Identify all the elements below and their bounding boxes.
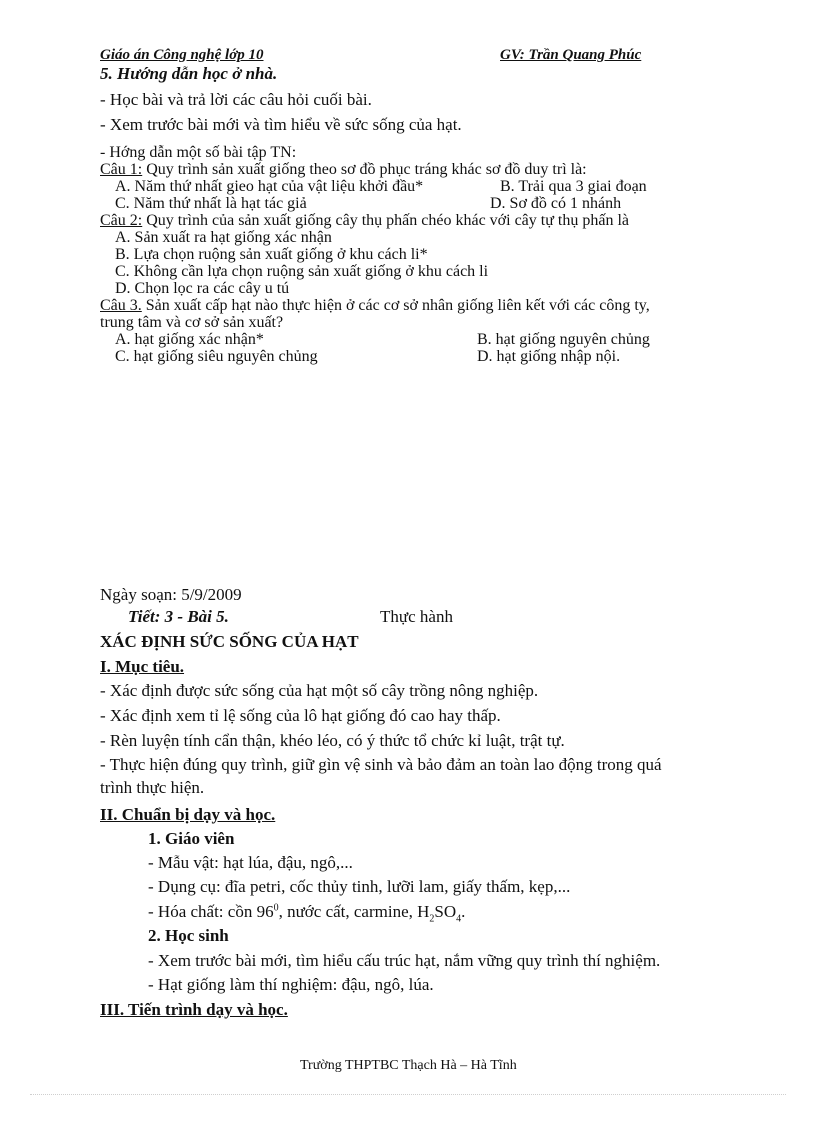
student-item: - Hạt giống làm thí nghiệm: đậu, ngô, lúa. bbox=[148, 975, 434, 994]
question-1-label: Câu 1: bbox=[100, 161, 143, 178]
goal-item: - Rèn luyện tính cẩn thận, khéo léo, có ý thức tổ chức kỉ luật, trật tự. bbox=[100, 731, 565, 750]
q3-option-c: C. hạt giống siêu nguyên chủng bbox=[115, 348, 318, 365]
chemicals-prefix: - Hóa chất: cồn 96 bbox=[148, 902, 274, 921]
q3-option-a: A. hạt giống xác nhận* bbox=[115, 331, 264, 348]
goal-item: - Thực hiện đúng quy trình, giữ gìn vệ sinh và bảo đảm an toàn lao động trong quá bbox=[100, 755, 662, 774]
student-item: - Xem trước bài mới, tìm hiểu cấu trúc hạt, nắm vững quy trình thí nghiệm. bbox=[148, 951, 661, 970]
section-2-heading: II. Chuẩn bị dạy và học. bbox=[100, 805, 276, 824]
footer-school: Trường THPTBC Thạch Hà – Hà Tĩnh bbox=[300, 1058, 517, 1073]
question-1-text: Quy trình sản xuất giống theo sơ đồ phục tráng khác sơ đồ duy trì là: bbox=[142, 161, 587, 178]
exercises-intro: - Hớng dẫn một số bài tập TN: bbox=[100, 144, 297, 161]
so-text: SO bbox=[434, 902, 457, 921]
q1-option-b: B. Trải qua 3 giai đoạn bbox=[500, 178, 647, 195]
q1-option-c: C. Năm thứ nhất là hạt tác giả bbox=[115, 195, 307, 212]
question-3-text-cont: trung tâm và cơ sở sản xuất? bbox=[100, 314, 284, 331]
question-1 bbox=[100, 161, 587, 179]
chemicals-item bbox=[148, 902, 465, 924]
q2-option-d: D. Chọn lọc ra các cây u tú bbox=[115, 280, 290, 297]
question-3-label: Câu 3. bbox=[100, 297, 142, 314]
homework-item: - Học bài và trả lời các câu hỏi cuối bài. bbox=[100, 90, 372, 109]
question-2-text: Quy trình của sản xuất giống cây thụ phấn chéo khác với cây tự thụ phấn là bbox=[142, 212, 629, 229]
h2-subscript: 2 bbox=[429, 913, 435, 925]
homework-item: - Xem trước bài mới và tìm hiểu về sức sống của hạt. bbox=[100, 115, 462, 134]
goal-item: - Xác định được sức sống của hạt một số cây trồng nông nghiệp. bbox=[100, 681, 539, 700]
q3-option-b: B. hạt giống nguyên chủng bbox=[477, 331, 650, 348]
page-bottom-divider bbox=[30, 1094, 786, 1095]
q1-option-d: D. Sơ đồ có 1 nhánh bbox=[490, 195, 622, 212]
lesson-type: Thực hành bbox=[380, 607, 453, 626]
section-1-heading: I. Mục tiêu. bbox=[100, 657, 185, 676]
teacher-item: - Dụng cụ: đĩa petri, cốc thủy tinh, lưỡi lam, giấy thấm, kẹp,... bbox=[148, 877, 571, 896]
q2-option-c: C. Không cần lựa chọn ruộng sản xuất giống ở khu cách li bbox=[115, 263, 489, 280]
lesson-date: Ngày soạn: 5/9/2009 bbox=[100, 585, 242, 604]
header-left: Giáo án Công nghệ lớp 10 bbox=[100, 47, 264, 63]
question-3-text: Sản xuất cấp hạt nào thực hiện ở các cơ sở nhân giống liên kết với các công ty, bbox=[141, 297, 650, 314]
question-2 bbox=[100, 212, 629, 230]
question-2-label: Câu 2: bbox=[100, 212, 143, 229]
goal-item: - Xác định xem tỉ lệ sống của lô hạt giống đó cao hay thấp. bbox=[100, 706, 501, 725]
goal-item: trình thực hiện. bbox=[100, 778, 205, 797]
q2-option-a: A. Sản xuất ra hạt giống xác nhận bbox=[115, 229, 332, 246]
teacher-heading: 1. Giáo viên bbox=[148, 829, 235, 848]
section-3-heading: III. Tiến trình dạy và học. bbox=[100, 1000, 288, 1019]
chemicals-mid: , nước cất, carmine, H bbox=[278, 902, 430, 921]
q3-option-d: D. hạt giống nhập nội. bbox=[477, 348, 621, 365]
header-right: GV: Trần Quang Phúc bbox=[500, 47, 642, 63]
lesson-title: XÁC ĐỊNH SỨC SỐNG CỦA HẠT bbox=[100, 632, 359, 651]
chemicals-end: . bbox=[461, 902, 466, 921]
homework-heading: 5. Hướng dẫn học ở nhà. bbox=[100, 64, 278, 83]
o4-subscript: 4 bbox=[456, 913, 462, 925]
teacher-item: - Mẫu vật: hạt lúa, đậu, ngô,... bbox=[148, 853, 353, 872]
student-heading: 2. Học sinh bbox=[148, 926, 229, 945]
lesson-period: Tiết: 3 - Bài 5. bbox=[128, 607, 229, 626]
q2-option-b: B. Lựa chọn ruộng sản xuất giống ở khu cách li* bbox=[115, 246, 428, 263]
degree-superscript: 0 bbox=[273, 902, 279, 914]
question-3 bbox=[100, 297, 650, 315]
q1-option-a: A. Năm thứ nhất gieo hạt của vật liệu khởi đầu* bbox=[115, 178, 424, 195]
